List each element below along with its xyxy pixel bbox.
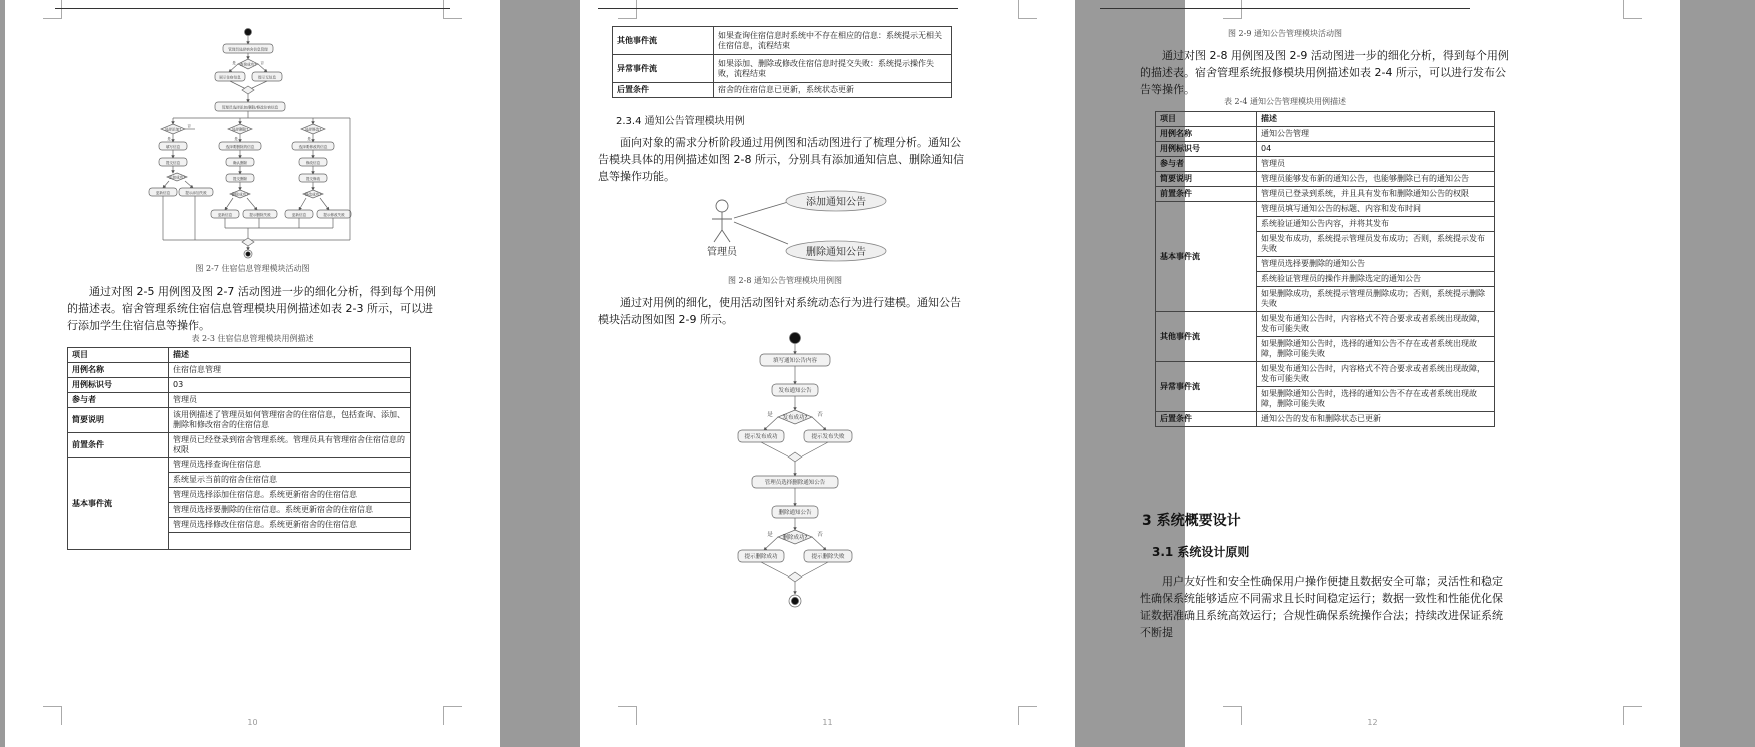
page-number: 10 bbox=[247, 718, 258, 727]
table-row bbox=[68, 348, 411, 363]
table-key: 前置条件 bbox=[68, 433, 169, 458]
no-label: 否 bbox=[817, 532, 823, 538]
usecase-table-2-3 bbox=[67, 347, 411, 550]
diagram-label: 填写通知公告内容 bbox=[772, 358, 818, 364]
table-key: 简要说明 bbox=[1156, 172, 1257, 187]
table-key: 参与者 bbox=[1156, 157, 1257, 172]
activity-diagram-2-7 bbox=[155, 28, 365, 260]
table-row bbox=[68, 363, 411, 378]
diagram-label: 选择添加? bbox=[164, 127, 182, 132]
figure-caption: 图 2-7 住宿信息管理模块活动图 bbox=[195, 264, 310, 273]
merge-node bbox=[788, 572, 802, 582]
diagram-label: 发布成功? bbox=[782, 415, 808, 421]
diagram-label: 确认删除 bbox=[232, 161, 248, 165]
table-row bbox=[1156, 112, 1495, 127]
diagram-label: 提交修改 bbox=[305, 177, 321, 181]
page-11 bbox=[580, 0, 1075, 747]
chapter-heading: 3 系统概要设计 bbox=[1142, 513, 1241, 529]
diagram-label: 管理员选择宿舍信息管理 bbox=[228, 47, 268, 52]
table-key: 项目 bbox=[68, 348, 169, 363]
diagram-label: 提示删除成功 bbox=[744, 554, 778, 560]
table-value-group bbox=[1257, 312, 1495, 362]
table-value: 通知公告管理 bbox=[1257, 127, 1495, 142]
table-key: 基本事件流 bbox=[1156, 202, 1257, 312]
table-value: 管理员 bbox=[1257, 157, 1495, 172]
table-subrow: 管理员选择查询住宿信息 bbox=[169, 458, 410, 473]
body-paragraph: 通过对图 2-5 用例图及图 2-7 活动图进一步的细化分析，得到每个用例的描述表。宿舍管理系统住宿信息管理模块用例描述如表 2-3 所示，可以进行添加学生住宿信息等操作。 bbox=[67, 285, 436, 332]
diagram-label: 提交信息 bbox=[165, 161, 181, 165]
actor-label: 管理员 bbox=[707, 247, 737, 258]
body-paragraph: 用户友好性和安全性确保用户操作便捷且数据安全可靠；灵活性和稳定性确保系统能够适应不同需求且长时间稳定运行；数据一致性和性能优化保证数据准确且系统高效运行；合规性确保系统操作合法；持续改进保证系统不断提 bbox=[1140, 575, 1503, 639]
table-value: 04 bbox=[1257, 142, 1495, 157]
table-row bbox=[1156, 142, 1495, 157]
table-key: 其他事件流 bbox=[1156, 312, 1257, 362]
diagram-label: 提示添加失败 bbox=[185, 191, 207, 195]
no-label: 否 bbox=[187, 124, 191, 128]
diagram-label: 选择删除? bbox=[231, 127, 249, 132]
table-key: 其他事件流 bbox=[613, 27, 714, 55]
table-row bbox=[1156, 157, 1495, 172]
diagram-label: 管理员选择添加/删除/修改住宿信息 bbox=[221, 105, 279, 110]
diagram-label: 修改信息 bbox=[305, 161, 321, 165]
page-10 bbox=[5, 0, 500, 747]
table-value: 管理员已登录到系统，并且具有发布和删除通知公告的权限 bbox=[1257, 187, 1495, 202]
header-rule bbox=[1100, 8, 1470, 9]
figure-caption: 图 2-8 通知公告管理模块用例图 bbox=[728, 276, 842, 285]
body-paragraph: 面向对象的需求分析阶段通过用例图和活动图进行了梳理分析。通知公告模块具体的用例描述如图 2-8 所示，分别具有添加通知信息、删除通知信息等操作功能。 bbox=[598, 136, 964, 183]
diagram-label: 选择修改? bbox=[304, 127, 322, 132]
table-subrow: 管理员选择修改住宿信息。系统更新宿舍的住宿信息 bbox=[169, 518, 410, 533]
diagram-label: 展示住宿信息 bbox=[219, 75, 241, 80]
table-value: 如果查询住宿信息时系统中不存在相应的信息：系统提示无相关住宿信息，流程结束 bbox=[714, 27, 952, 55]
table-subrow: 管理员选择要删除的通知公告 bbox=[1257, 257, 1494, 272]
page-number: 11 bbox=[822, 718, 833, 727]
diagram-label: 选择要删除的信息 bbox=[225, 145, 255, 149]
table-value: 描述 bbox=[169, 348, 411, 363]
crop-mark bbox=[1223, 0, 1242, 19]
table-caption: 表 2-4 通知公告管理模块用例描述 bbox=[1224, 97, 1346, 106]
diagram-label: 修改成功? bbox=[304, 192, 322, 197]
table-subrow: 管理员选择添加住宿信息。系统更新宿舍的住宿信息 bbox=[169, 488, 410, 503]
table-key: 参与者 bbox=[68, 393, 169, 408]
start-node bbox=[790, 333, 801, 344]
table-value: 如果添加、删除或修改住宿信息时提交失败：系统提示操作失败，流程结束 bbox=[714, 55, 952, 83]
diagram-label: 更新信息 bbox=[217, 213, 233, 217]
table-row bbox=[68, 408, 411, 433]
yes-label: 是 bbox=[767, 412, 773, 418]
diagram-label: 管理员选择删除通知公告 bbox=[764, 480, 826, 486]
table-value-group bbox=[1257, 202, 1495, 312]
table-row bbox=[1156, 187, 1495, 202]
diagram-label: 选择要修改的信息 bbox=[298, 145, 328, 149]
usecase-diagram-2-8 bbox=[700, 188, 900, 268]
table-row bbox=[613, 83, 952, 98]
table-key: 后置条件 bbox=[1156, 412, 1257, 427]
crop-mark bbox=[1018, 0, 1037, 19]
table-value: 该用例描述了管理员如何管理宿舍的住宿信息，包括查询、添加、删除和修改宿舍的住宿信息 bbox=[169, 408, 411, 433]
table-row bbox=[1156, 202, 1495, 312]
table-value-group bbox=[169, 458, 411, 550]
table-row bbox=[1156, 412, 1495, 427]
no-label: 否 bbox=[260, 61, 264, 65]
usecase-table-2-3-continued bbox=[612, 26, 952, 98]
yes-label: 是 bbox=[767, 532, 773, 538]
page-12 bbox=[1140, 0, 1680, 747]
diagram-label: 提示无信息 bbox=[258, 75, 276, 80]
table-value: 描述 bbox=[1257, 112, 1495, 127]
table-key: 异常事件流 bbox=[1156, 362, 1257, 412]
header-rule bbox=[55, 8, 450, 9]
diagram-label: 提示删除失败 bbox=[811, 554, 845, 560]
diagram-label: 删除成功? bbox=[231, 192, 249, 197]
crop-mark bbox=[1623, 0, 1642, 19]
activity-diagram-2-9 bbox=[730, 330, 860, 612]
yes-label: 是 bbox=[234, 137, 238, 141]
table-row bbox=[1156, 127, 1495, 142]
table-key: 基本事件流 bbox=[68, 458, 169, 550]
table-row bbox=[68, 393, 411, 408]
usecase-table-2-4 bbox=[1155, 111, 1495, 427]
table-value: 住宿信息管理 bbox=[169, 363, 411, 378]
table-row bbox=[1156, 362, 1495, 412]
diagram-label: 发布通知公告 bbox=[778, 388, 812, 394]
table-key: 用例名称 bbox=[1156, 127, 1257, 142]
table-subrow: 如果删除通知公告时，选择的通知公告不存在或者系统出现故障，删除可能失败 bbox=[1261, 339, 1477, 358]
header-rule bbox=[598, 8, 958, 9]
diagram-label: 删除成功? bbox=[782, 535, 808, 541]
table-value: 通知公告的发布和删除状态已更新 bbox=[1257, 412, 1495, 427]
diagram-label: 提示删除失败 bbox=[249, 213, 271, 217]
table-row bbox=[68, 378, 411, 393]
diagram-label: 更新信息 bbox=[291, 213, 307, 217]
table-row bbox=[68, 458, 411, 550]
page-number: 12 bbox=[1367, 718, 1378, 727]
table-key: 后置条件 bbox=[613, 83, 714, 98]
table-row bbox=[1156, 312, 1495, 362]
table-subrow: 如果发布通知公告时，内容格式不符合要求或者系统出现故障，发布可能失败 bbox=[1257, 362, 1494, 387]
table-row bbox=[68, 433, 411, 458]
usecase-label: 删除通知公告 bbox=[806, 247, 866, 258]
table-subrow: 如果删除通知公告时，选择的通知公告不存在或者系统出现故障，删除可能失败 bbox=[1261, 389, 1477, 408]
table-key: 用例标识号 bbox=[68, 378, 169, 393]
diagram-label: 添加成功? bbox=[168, 175, 186, 180]
yes-label: 是 bbox=[307, 137, 311, 141]
section-heading: 3.1 系统设计原则 bbox=[1152, 545, 1250, 559]
table-subrow: 系统显示当前的宿舍住宿信息 bbox=[169, 473, 410, 488]
table-key: 前置条件 bbox=[1156, 187, 1257, 202]
section-heading: 2.3.4 通知公告管理模块用例 bbox=[616, 116, 745, 127]
usecase-label: 添加通知公告 bbox=[806, 197, 866, 208]
diagram-label: 提交删除 bbox=[232, 177, 248, 181]
table-subrow: 如果发布通知公告时，内容格式不符合要求或者系统出现故障，发布可能失败 bbox=[1257, 312, 1494, 337]
diagram-label: 更新信息 bbox=[155, 191, 171, 195]
body-paragraph: 通过对用例的细化，使用活动图针对系统动态行为进行建模。通知公告模块活动图如图 2-9 所示。 bbox=[598, 296, 961, 326]
yes-label: 是 bbox=[232, 61, 236, 65]
actor-icon bbox=[716, 200, 728, 212]
body-paragraph: 通过对图 2-8 用例图及图 2-9 活动图进一步的细化分析，得到每个用例的描述表。宿舍管理系统报修模块用例描述如表 2-4 所示，可以进行发布公告等操作。 bbox=[1140, 49, 1509, 96]
table-value: 管理员 bbox=[169, 393, 411, 408]
table-key: 项目 bbox=[1156, 112, 1257, 127]
crop-mark bbox=[43, 0, 62, 19]
table-row bbox=[613, 55, 952, 83]
yes-label: 是 bbox=[167, 137, 171, 141]
table-value: 03 bbox=[169, 378, 411, 393]
diagram-label: 填写信息 bbox=[165, 145, 181, 149]
start-node bbox=[245, 29, 252, 36]
table-subrow: 系统验证管理员的操作并删除选定的通知公告 bbox=[1257, 272, 1494, 287]
table-key: 简要说明 bbox=[68, 408, 169, 433]
table-row bbox=[613, 27, 952, 55]
diagram-label: 查询成功? bbox=[239, 62, 257, 67]
table-subrow bbox=[169, 533, 410, 549]
table-subrow: 如果发布成功，系统提示管理员发布成功；否则，系统提示发布失败 bbox=[1257, 232, 1494, 257]
diagram-label: 提示发布成功 bbox=[744, 434, 778, 440]
diagram-label: 提示修改失败 bbox=[323, 213, 345, 217]
diagram-label: 提示发布失败 bbox=[811, 434, 845, 440]
table-key: 异常事件流 bbox=[613, 55, 714, 83]
table-subrow: 系统验证通知公告内容，并将其发布 bbox=[1257, 217, 1494, 232]
crop-mark bbox=[443, 0, 462, 19]
table-subrow: 管理员填写通知公告的标题、内容和发布时间 bbox=[1257, 202, 1494, 217]
merge-node bbox=[788, 452, 802, 462]
table-value-group bbox=[1257, 362, 1495, 412]
crop-mark bbox=[1623, 706, 1642, 725]
table-subrow: 管理员选择要删除的住宿信息。系统更新宿舍的住宿信息 bbox=[169, 503, 410, 518]
table-value: 管理员已经登录到宿舍管理系统。管理员具有管理宿舍住宿信息的权限 bbox=[169, 433, 411, 458]
table-caption: 表 2-3 住宿信息管理模块用例描述 bbox=[191, 334, 314, 343]
merge-node bbox=[242, 238, 254, 246]
no-label: 否 bbox=[817, 412, 823, 418]
figure-caption: 图 2-9 通知公告管理模块活动图 bbox=[1228, 29, 1342, 38]
diagram-label: 删除通知公告 bbox=[778, 510, 812, 516]
table-key: 用例标识号 bbox=[1156, 142, 1257, 157]
table-subrow: 如果删除成功，系统提示管理员删除成功；否则，系统提示删除失败 bbox=[1261, 289, 1485, 308]
table-key: 用例名称 bbox=[68, 363, 169, 378]
table-value: 管理员能够发布新的通知公告，也能够删除已有的通知公告 bbox=[1257, 172, 1495, 187]
table-row bbox=[1156, 172, 1495, 187]
merge-node bbox=[242, 86, 254, 94]
table-value: 宿舍的住宿信息已更新，系统状态更新 bbox=[714, 83, 952, 98]
crop-mark bbox=[618, 0, 637, 19]
